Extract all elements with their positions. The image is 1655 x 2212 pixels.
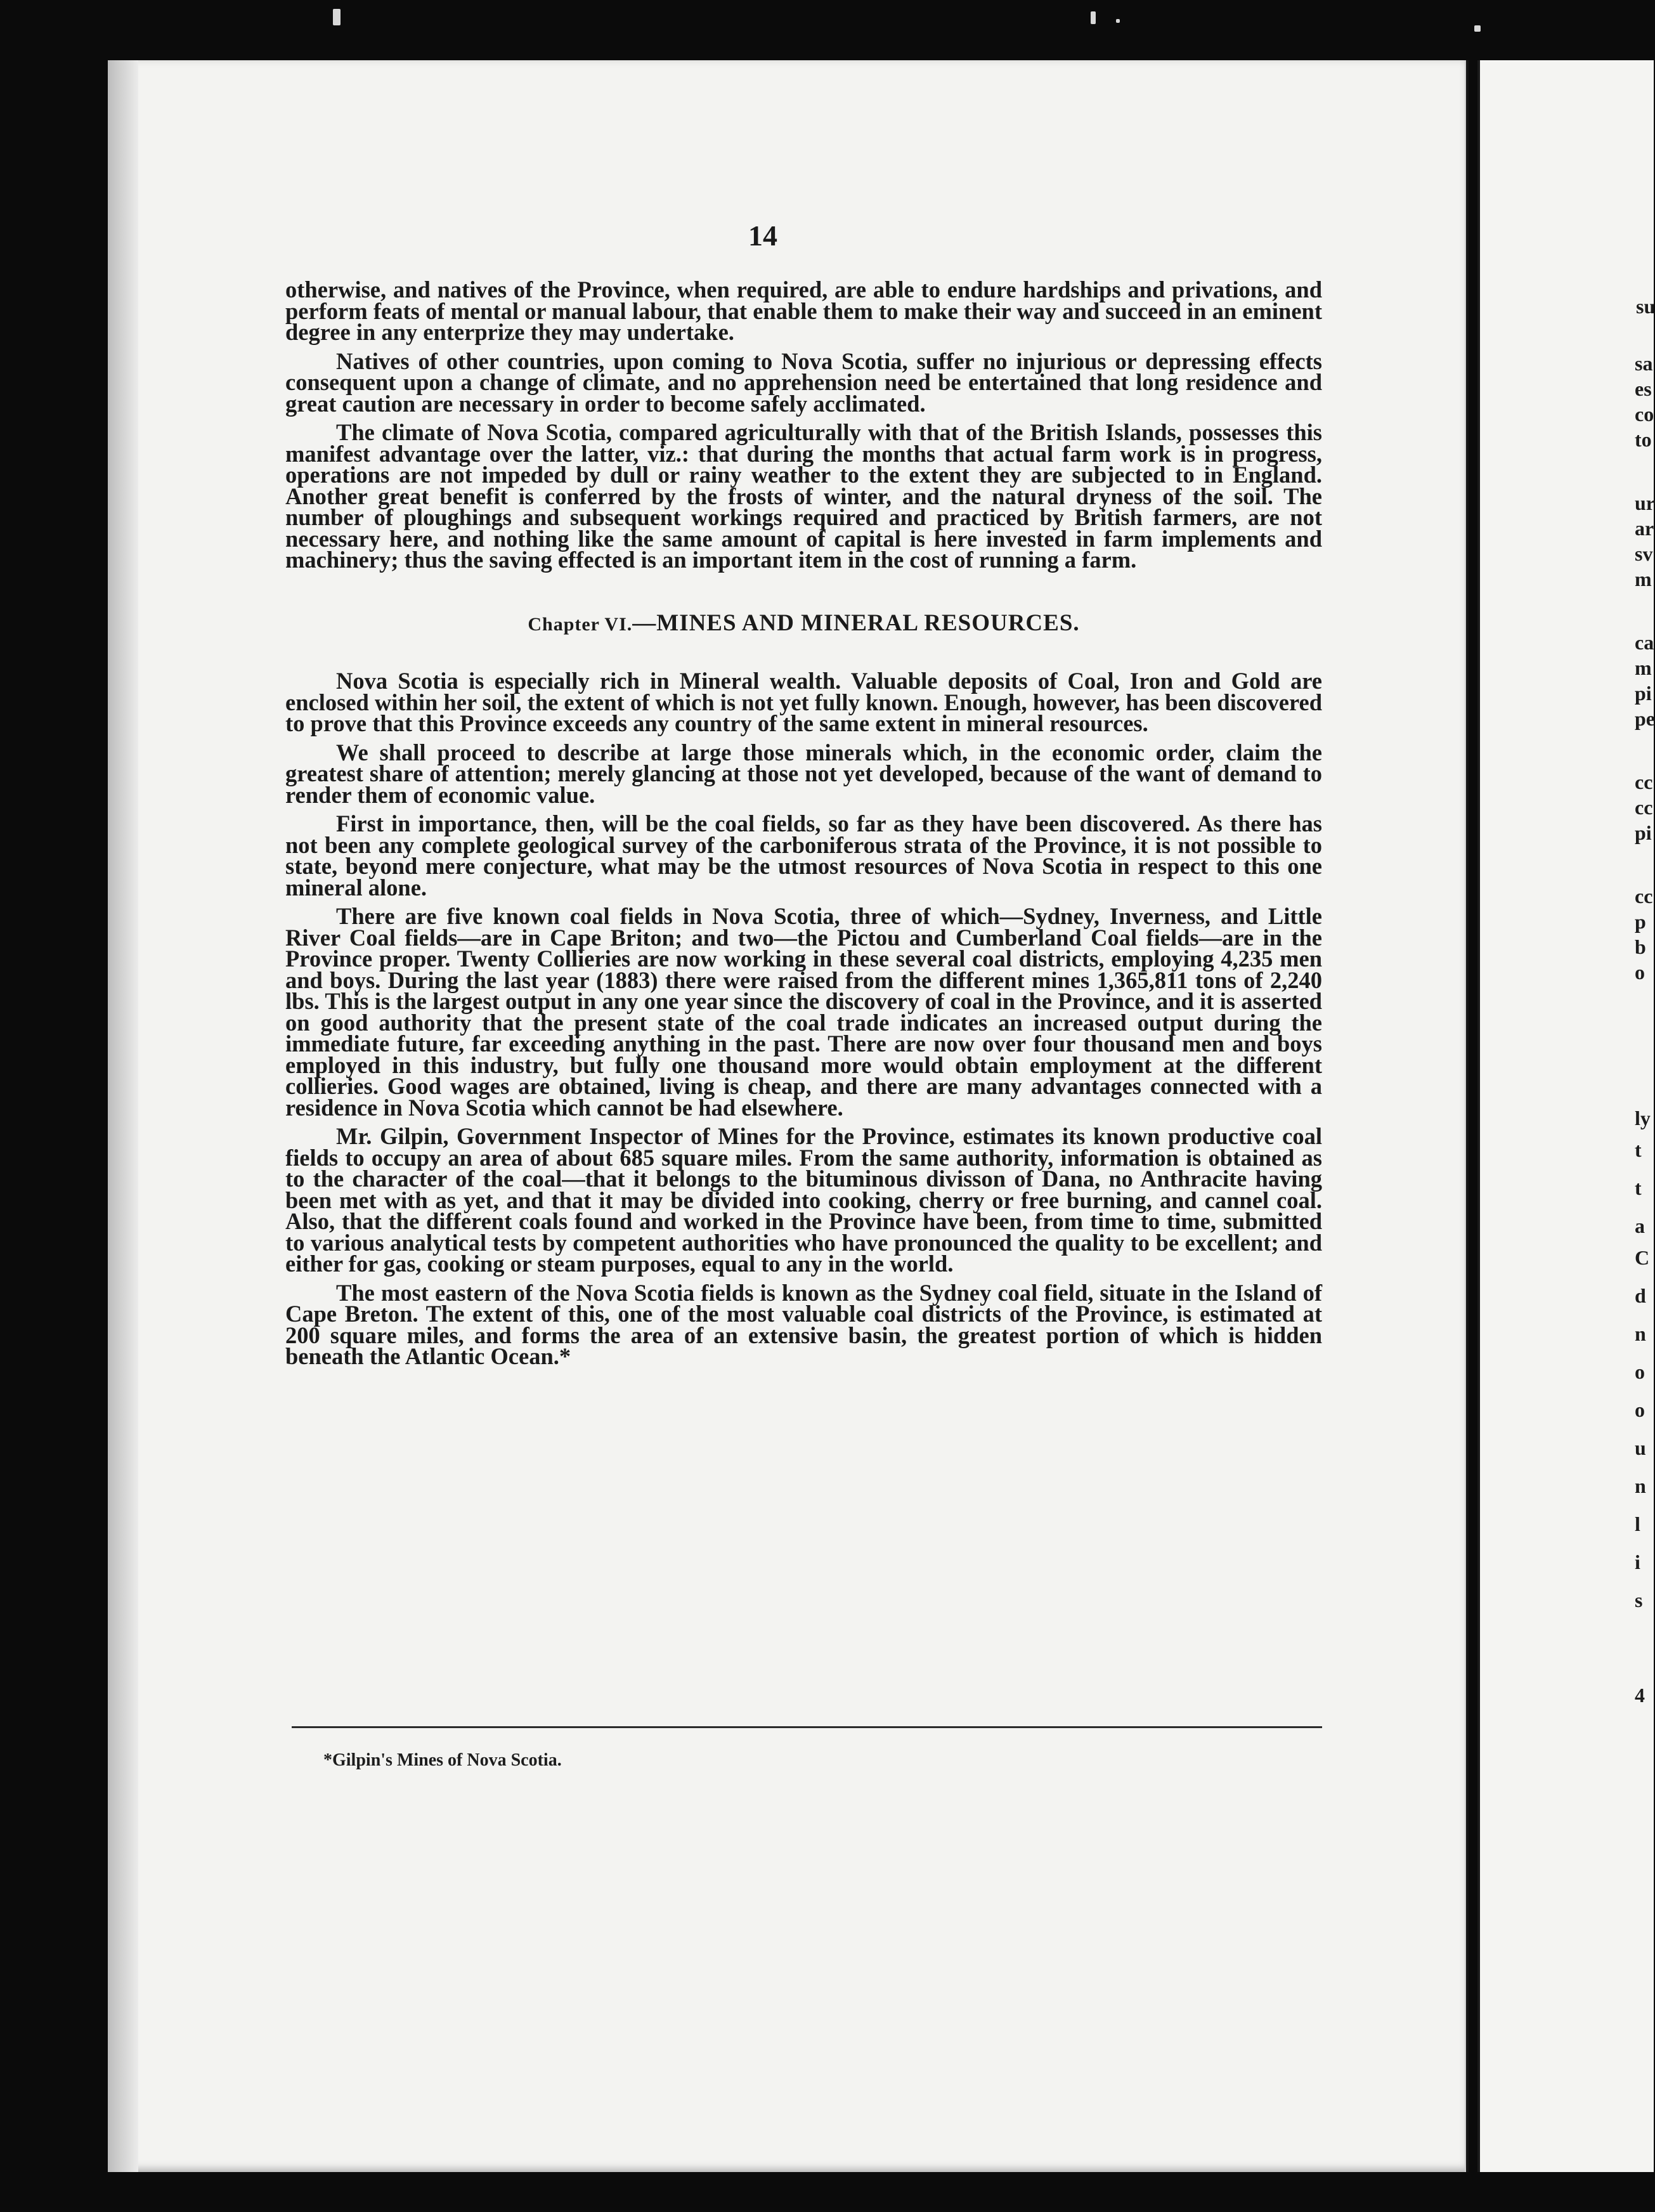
next-page-fragment: p [1635,910,1646,933]
footnote: *Gilpin's Mines of Nova Scotia. [323,1750,562,1770]
next-page-fragment: cc [1635,796,1653,819]
next-page-fragment: pi [1635,682,1652,705]
page-body [285,276,1322,1375]
next-page-fragment: sa [1635,352,1653,375]
next-page-fragment: t [1635,1138,1642,1161]
next-page-fragment: ly [1635,1107,1651,1129]
chapter-number: Chapter VI. [528,613,633,635]
body-paragraph: First in importance, then, will be the coal fields, so far as they have been discovered. As there has not been any complete geological survey of the carboniferous strata of the Province, it is not possible to state, beyond mere conjecture, what may be the utmost resources of Nova Scotia in respect to this one mineral alone. [285,810,1322,901]
next-page-fragment: ar [1635,517,1654,540]
next-page-fragment: ur [1635,491,1655,514]
body-paragraph: We shall proceed to describe at large those minerals which, in the economic order, claim the greatest share of attention; merely glancing at those not yet developed, because of the want of demand to render them of economic value. [285,739,1322,808]
next-page-fragment: s [1635,1589,1643,1611]
body-paragraph: The most eastern of the Nova Scotia fields is known as the Sydney coal field, situate in the Island of Cape Breton. The extent of this, one of the most valuable coal districts of the Province, is estimated at 200 square miles, and forms the area of an extensive basin, the greatest portion of which is hidden beneath the Atlantic Ocean.* [285,1279,1322,1369]
next-page-fragment: 4 [1635,1684,1645,1707]
next-page-fragment: to [1635,428,1652,451]
next-page-fragment: d [1635,1284,1646,1307]
next-page-fragment: l [1635,1513,1640,1535]
chapter-heading [285,609,1322,636]
footnote-divider [292,1726,1322,1728]
next-page-fragment: n [1635,1474,1646,1497]
scan-speck [1091,11,1096,24]
body-paragraph: Nova Scotia is especially rich in Mineral wealth. Valuable deposits of Coal, Iron and Gold are enclosed within her soil, the extent of which is not yet fully known. Enough, however, has been discovered to prove that this Province exceeds any country of the same extent in mineral resources. [285,668,1322,736]
next-page-fragment: b [1635,935,1646,958]
next-page-fragment: su [1636,295,1655,318]
next-page-fragment: o [1635,1398,1645,1421]
body-paragraph: The climate of Nova Scotia, compared agriculturally with that of the British Islands, possesses this manifest advantage over the latter, viz.: that during the months that actual farm work is in progress, operations are not impeded by dull or rainy weather to the extent they are subjected to in England. Another great benefit is conferred by the frosts of winter, and the natural dryness of the soil. The number of ploughings and subsequent workings required and practiced by British farmers, are not necessary here, and nothing like the same amount of capital is here invested in farm implements and machinery; thus the saving effected is an important item in the cost of running a farm. [285,419,1322,573]
next-page-fragment: u [1635,1436,1646,1459]
body-paragraph: otherwise, and natives of the Province, when required, are able to endure hardships and privations, and perform feats of mental or manual labour, that enable them to make their way and succeed in an eminent degree in any enterprize they may undertake. [285,276,1322,345]
next-page-fragment: es [1635,377,1652,400]
next-page-fragment: i [1635,1551,1640,1573]
next-page-fragment: co [1635,403,1654,426]
chapter-title: —MINES AND MINERAL RESOURCES. [632,609,1080,636]
next-page-fragment: a [1635,1214,1645,1237]
body-paragraph: There are five known coal fields in Nova Scotia, three of which—Sydney, Inverness, and Little River Coal fields—are in Cape Briton; and two—the Pictou and Cumberland Coal fields—are in the Province proper. Twenty Collieries are now working in these several coal districts, employing 4,235 men and boys. During the last year (1883) there were raised from the different mines 1,365,811 tons of 2,240 lbs. This is the largest output in any one year since the discovery of coal in the Province, and it is asserted on good authority that the present state of the coal trade indicates an increased output during the immediate future, far exceeding anything in the past. There are now over four thousand men and boys employed in this industry, but fully one thousand more would obtain employment at the different collieries. Good wages are obtained, living is cheap, and there are many advantages connected with a residence in Nova Scotia which cannot be had elsewhere. [285,903,1322,1121]
next-page-edge [1477,60,1654,2172]
next-page-fragment: o [1635,1360,1645,1383]
scan-speck [1474,25,1481,32]
body-paragraph: Natives of other countries, upon coming to Nova Scotia, suffer no injurious or depressing effects consequent upon a change of climate, and no apprehension need be entertained that long residence and great caution are necessary in order to become safely acclimated. [285,348,1322,417]
page-number: 14 [748,219,777,252]
next-page-fragment: pe [1635,707,1655,730]
scan-speck [1116,19,1120,23]
next-page-fragment: cc [1635,771,1653,793]
next-page-fragment: cc [1635,885,1653,908]
next-page-fragment: n [1635,1322,1646,1345]
next-page-fragment: o [1635,961,1645,984]
next-page-fragment: m [1635,656,1652,679]
next-page-fragment: m [1635,568,1652,590]
body-paragraph: Mr. Gilpin, Government Inspector of Mines for the Province, estimates its known productive coal fields to occupy an area of about 685 square miles. From the same authority, information is obtained as to the character of the coal—that it belongs to the bituminous divisson of Dana, no Anthracite having been met with as yet, and that it may be divided into cooking, cherry or free burning, and cannel coal. Also, that the different coals found and worked in the Province have been, from time to time, submitted to various analytical tests by competent authorities who have pronounced the quality to be excellent; and either for gas, cooking or steam purposes, equal to any in the world. [285,1123,1322,1277]
scan-speck [333,9,341,25]
next-page-fragment: pi [1635,821,1652,844]
next-page-fragment: C [1635,1246,1650,1269]
page-edge [1466,60,1469,2172]
next-page-fragment: ca [1635,631,1654,654]
next-page-fragment: sv [1635,542,1653,565]
next-page-fragment: t [1635,1176,1642,1199]
